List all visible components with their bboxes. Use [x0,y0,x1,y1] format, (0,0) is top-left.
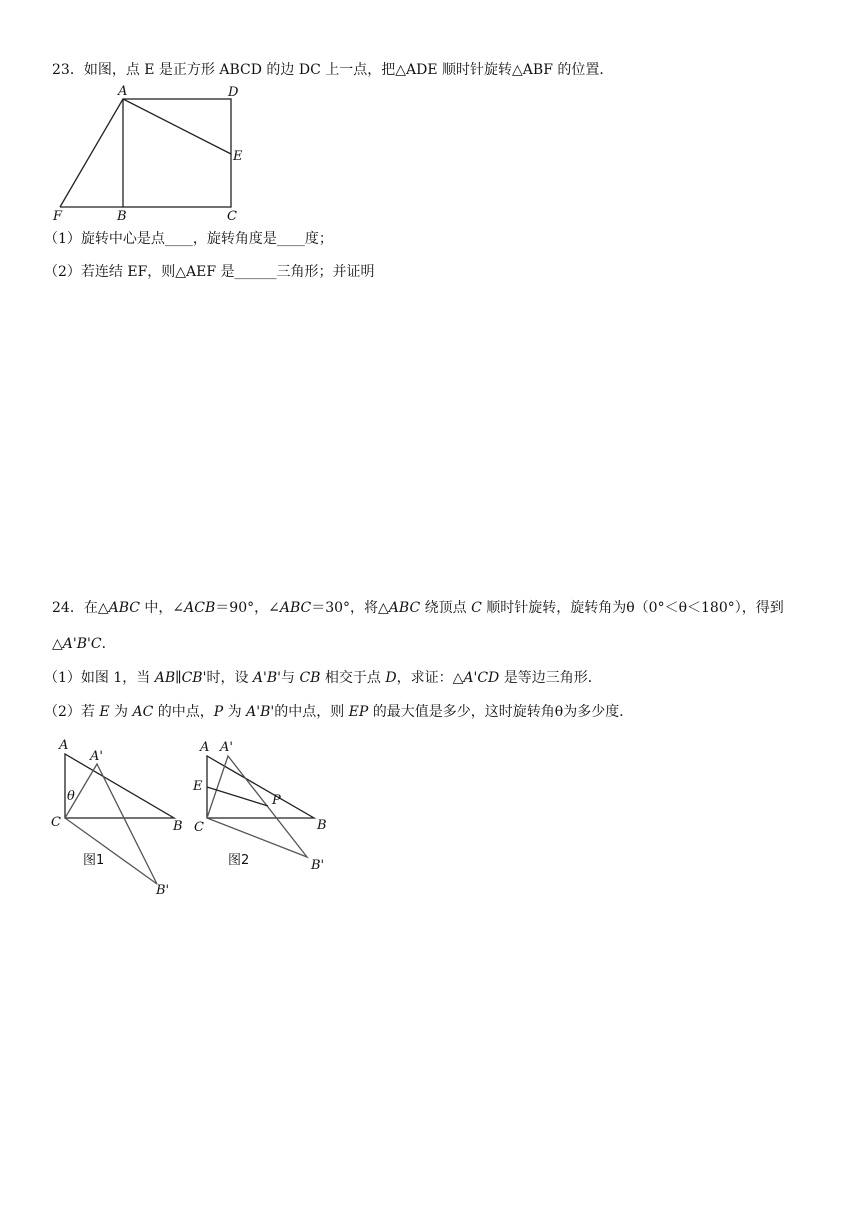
q24-part2 [44,702,633,722]
t: 与 [281,670,300,686]
segment-ep [207,787,268,806]
t: D [385,670,397,686]
segment-ae [123,99,231,154]
q24-stem [52,598,784,618]
label-a-prime: A' [220,740,233,755]
label-e: E [193,779,203,794]
figure-1-caption: 图1 [83,853,105,868]
q23-part1: （1）旋转中心是点____，旋转角度是____度； [44,231,333,247]
t: 的最大值是多少，这时旋转角θ为多少度． [368,704,634,720]
t: ABC [388,600,421,616]
t: EP [348,704,369,720]
square-abcd [123,99,231,207]
q24-figure-2 [190,734,340,884]
t: C [471,600,482,616]
triangle-abc [207,756,314,818]
q23-stem: 23．如图，点 E 是正方形 ABCD 的边 DC 上一点，把△ADE 顺时针旋转△ABF 的位置． [52,62,614,78]
label-a: A [59,738,69,753]
label-b-prime: B' [311,858,325,873]
label-b: B [173,819,183,834]
t: ABC [108,600,140,616]
label-p: P [272,793,281,808]
label-d: D [228,85,239,100]
q23-part2: （2）若连结 EF，则△AEF 是______三角形；并证明 [44,264,375,280]
label-c: C [227,209,237,224]
q24-figure-1 [50,734,190,904]
label-b: B [117,209,127,224]
t: 为 [223,704,247,720]
t: AC [132,704,154,720]
label-e: E [233,149,243,164]
t: 相交于点 [320,670,386,686]
t: 24．在△ [52,600,109,616]
t: ACB [184,600,216,616]
t: A'B' [252,670,282,686]
q24-part1 [44,668,602,688]
triangle-a2b2c [65,764,157,884]
label-c: C [194,820,204,835]
label-b: B [317,818,327,833]
triangle-a2b2c [207,756,307,857]
t: 时，设 [206,670,253,686]
q23-figure [50,86,250,226]
t: △ [52,636,63,652]
t: 顺时针旋转，旋转角为θ（0°＜θ＜180°），得到 [481,600,784,616]
t: ，求证：△ [396,670,464,686]
t: 是等边三角形． [499,670,602,686]
t: A'B' [246,704,275,720]
label-a: A [200,740,210,755]
t: CB' [181,670,207,686]
t: ＝30°，将△ [311,600,389,616]
t: 的中点，则 [274,704,349,720]
label-a: A [118,84,128,99]
t: CB [299,670,321,686]
t: （2）若 [44,704,100,720]
t: A'B'C [62,636,102,652]
t: E [99,704,110,720]
label-b-prime: B' [156,883,170,898]
t: 为 [109,704,133,720]
q24-stem-cont [52,634,116,654]
segment-af [60,99,123,207]
t: ． [101,636,116,652]
t: ∥ [175,670,182,686]
label-f: F [53,209,63,224]
t: AB [154,670,176,686]
label-c: C [51,815,61,830]
t: 的中点， [153,704,214,720]
t: A'CD [463,670,500,686]
label-a-prime: A' [90,749,103,764]
t: P [213,704,224,720]
figure-2-caption: 图2 [228,853,250,868]
t: ABC [279,600,312,616]
t: （1）如图 1，当 [44,670,155,686]
t: 中，∠ [139,600,185,616]
label-theta: θ [67,789,75,804]
t: ＝90°，∠ [215,600,280,616]
t: 绕顶点 [420,600,472,616]
